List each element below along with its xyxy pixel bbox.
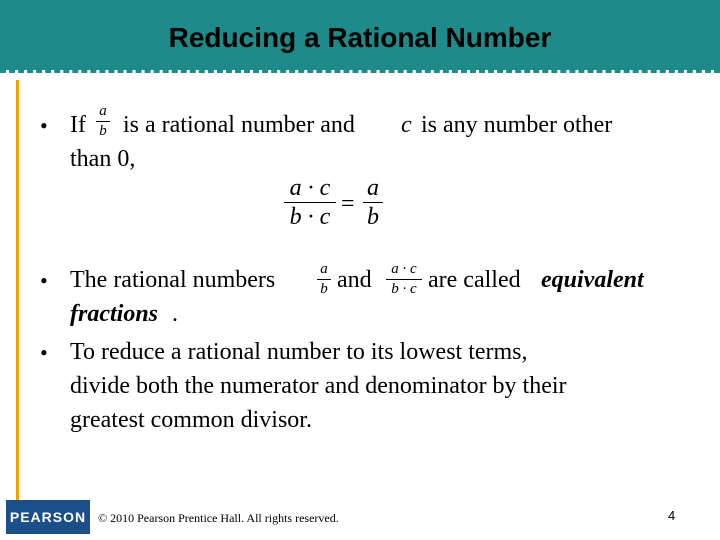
fraction-numerator: a (367, 175, 379, 201)
fraction-denominator: b (99, 123, 107, 139)
title-bar (0, 0, 720, 70)
bullet-1-line2: than 0, (70, 146, 136, 172)
equals-sign: = (341, 191, 355, 217)
fraction-denominator: b · c (391, 281, 417, 297)
variable-c: c (401, 112, 412, 138)
bullet-2-period: . (172, 301, 178, 327)
slide-title: Reducing a Rational Number (168, 22, 552, 53)
fraction-ac-over-bc (284, 176, 336, 229)
bullet-1-mid: is a rational number and (123, 112, 355, 138)
fraction-numerator: a (320, 261, 328, 277)
pearson-logo (6, 500, 90, 534)
logo-text: PEARSON (9, 509, 87, 525)
bullet-2-post: are called (428, 267, 521, 293)
fraction-numerator: a · c (289, 175, 331, 201)
bullet-1-pre: If (70, 112, 86, 138)
bullet-2-mid: and (337, 267, 372, 293)
title-divider (0, 70, 720, 73)
fraction-ac-over-bc-small (386, 262, 422, 297)
bullet-3-line2: divide both the numerator and denominator by their (70, 373, 567, 399)
bullet-dot: • (40, 268, 48, 293)
bullet-dot: • (40, 113, 48, 138)
fraction-denominator: b (367, 204, 379, 230)
bullet-2-pre: The rational numbers (70, 267, 276, 293)
bullet-3-line1: To reduce a rational number to its lowest terms, (70, 339, 528, 365)
bullet-1-post: is any number other (421, 112, 613, 138)
bullet-2-line2-emphasis: fractions (70, 301, 159, 327)
fraction-a-over-b-large (363, 176, 383, 229)
bullet-3-line3: greatest common divisor. (70, 407, 312, 433)
bullet-2-emphasis: equivalent (541, 267, 644, 293)
fraction-denominator: b (320, 281, 328, 297)
fraction-numerator: a · c (391, 261, 417, 277)
left-accent-rule (16, 80, 19, 500)
fraction-a-over-b (317, 262, 331, 297)
bullet-dot: • (40, 340, 48, 365)
page-number: 4 (668, 508, 676, 523)
fraction-denominator: b · c (289, 204, 331, 230)
fraction-a-over-b (96, 104, 110, 139)
copyright-notice: © 2010 Pearson Prentice Hall. All rights reserved. (98, 511, 339, 525)
fraction-numerator: a (99, 103, 107, 119)
